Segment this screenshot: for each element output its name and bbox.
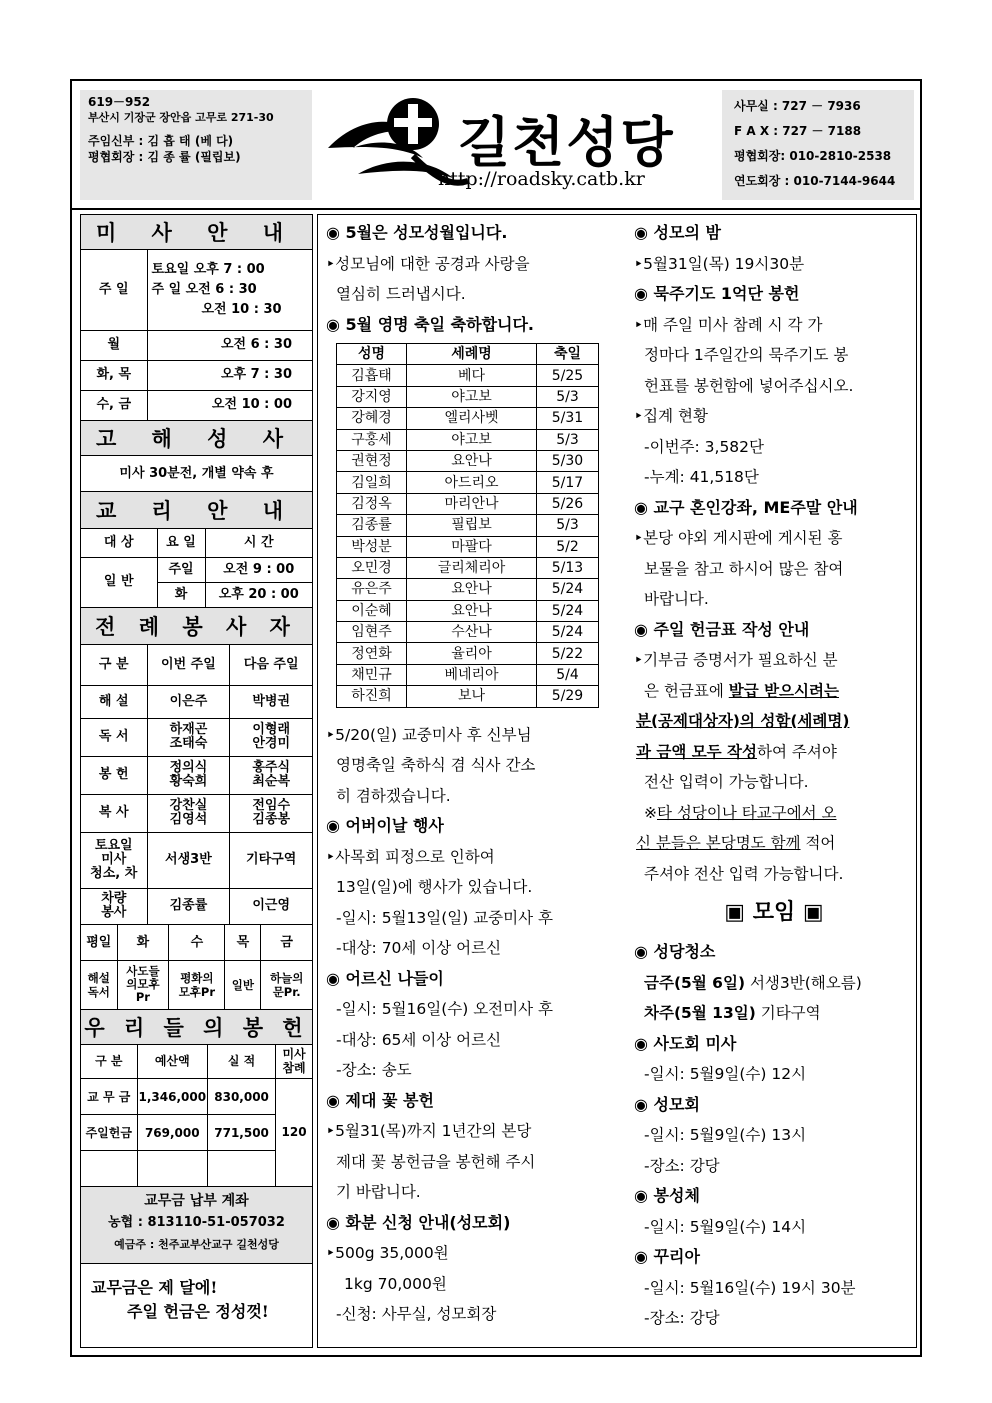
meetings-title: ▣ 모임 ▣ (724, 900, 824, 925)
off-head: 예산액 (137, 1045, 208, 1079)
srv-next: 이형래 안경미 (230, 718, 312, 756)
feast-row (337, 579, 599, 600)
clean-week: 금주(5월 6일) (644, 973, 746, 992)
wk-cell: 일반 (225, 961, 261, 1009)
mass-mon-label: 월 (81, 330, 147, 360)
communion-text: -일시: 5월9일(수) 14시 (644, 1217, 807, 1236)
parents-text: 13일(일)에 행사가 있습니다. (336, 878, 533, 897)
feast-baptismal: 보나 (407, 686, 537, 707)
feast-name: 김흡태 (337, 365, 407, 386)
off-actual: 830,000 (208, 1079, 276, 1115)
outing-text: -대상: 65세 이상 어르신 (336, 1030, 502, 1049)
cat-group: 일 반 (81, 557, 157, 607)
srv-this: 서생3반 (147, 832, 230, 888)
feast-row (337, 450, 599, 471)
srv-next: 기타구역 (230, 832, 312, 888)
cat-head-time: 시 간 (205, 529, 312, 557)
communion-title: ◉ 봉성체 (634, 1186, 700, 1205)
feast-row (337, 600, 599, 621)
feast-row (337, 429, 599, 450)
account-title: 교무금 납부 계좌 (144, 1192, 249, 1209)
parents-text: -대상: 70세 이상 어르신 (336, 939, 502, 958)
feast-date: 5/24 (537, 579, 599, 600)
feast-date: 5/29 (537, 686, 599, 707)
wk-head: 화 (117, 925, 169, 961)
confession-title: 고 해 성 사 (81, 420, 312, 456)
form-emph: 발급 받으시려는 (728, 681, 839, 700)
header-divider (70, 208, 922, 210)
feast-note: ‣5/20(일) 교중미사 후 신부님 (326, 725, 532, 744)
left-column (80, 214, 313, 1348)
feast-row (337, 622, 599, 643)
catechism-table (81, 529, 312, 607)
servers-table (81, 645, 312, 924)
motto-line: 교무금은 제 달에! (91, 1277, 218, 1297)
flower-text: ‣5월31(목)까지 1년간의 본당 (326, 1122, 532, 1141)
feast-name: 김일희 (337, 472, 407, 493)
outing-text: -일시: 5월16일(수) 오전미사 후 (336, 1000, 554, 1019)
mass-sun-time2: 오전 10 : 30 (201, 301, 282, 317)
cat-time-2: 오후 20 : 00 (205, 582, 312, 607)
weekday-table (81, 924, 312, 1009)
confession-text: 미사 30분전, 개별 약속 후 (81, 456, 312, 492)
rosary-text: 정마다 1주일간의 묵주기도 봉 (644, 346, 849, 364)
feast-baptismal: 엘리사벳 (407, 408, 537, 429)
feast-date: 5/24 (537, 622, 599, 643)
feast-name: 채민규 (337, 664, 407, 685)
feast-row (337, 493, 599, 514)
form-text: 은 헌금표에 (644, 681, 729, 700)
mass-attendance: 120 (276, 1079, 312, 1186)
srv-this: 정의식 황숙희 (147, 756, 230, 794)
me-title: ◉ 교구 혼인강좌, ME주말 안내 (634, 497, 858, 517)
account-box (81, 1186, 312, 1264)
feast-date: 5/4 (537, 664, 599, 685)
church-name: 길천성당 (458, 111, 675, 174)
feast-name: 강지영 (337, 386, 407, 407)
clean-week: 차주(5월 13일) (644, 1004, 756, 1022)
feast-head: 세례명 (407, 344, 537, 365)
cat-day-2: 화 (157, 582, 205, 607)
feast-name: 유은주 (337, 579, 407, 600)
feast-baptismal: 필립보 (407, 515, 537, 536)
me-text: 보물을 참고 하시어 많은 참여 (644, 559, 844, 578)
feast-row (337, 686, 599, 707)
feast-row (337, 472, 599, 493)
feast-baptismal: 요안나 (407, 600, 537, 621)
feast-date: 5/22 (537, 643, 599, 664)
feast-date: 5/31 (537, 408, 599, 429)
postcode: 619－952 (88, 95, 151, 109)
curia-title: ◉ 꾸리아 (634, 1247, 700, 1266)
cat-day-1: 주일 (157, 557, 205, 582)
feast-row (337, 536, 599, 557)
cat-time-1: 오전 9 : 00 (205, 557, 312, 582)
rosary-text: ‣매 주일 미사 참례 시 각 가 (634, 315, 823, 334)
mass-title: 미 사 안 내 (81, 215, 312, 250)
column-2 (326, 218, 616, 1330)
rosary-text: -누계: 41,518단 (644, 468, 759, 486)
church-logo (318, 86, 718, 204)
mass-wf-time: 오전 10 : 00 (147, 390, 312, 420)
srv-next: 홍주식 최순복 (230, 756, 312, 794)
feast-name: 박성분 (337, 536, 407, 557)
srv-head-role: 구 분 (81, 645, 147, 685)
servers-title: 전 례 봉 사 자 (81, 607, 312, 645)
feast-date: 5/30 (537, 450, 599, 471)
form-text: 하여 주셔야 (757, 742, 837, 761)
srv-this: 하재곤 조태숙 (147, 718, 230, 756)
cat-head-day: 요 일 (157, 529, 205, 557)
curia-text: -장소: 강당 (644, 1309, 720, 1327)
feast-date: 5/13 (537, 557, 599, 578)
feast-date: 5/26 (537, 493, 599, 514)
feast-date: 5/24 (537, 600, 599, 621)
off-budget: 1,346,000 (137, 1079, 208, 1115)
mass-mon-time: 오전 6 : 30 (147, 330, 312, 360)
mass-wf-label: 수, 금 (81, 390, 147, 420)
srv-head-next: 다음 주일 (230, 645, 312, 685)
feast-name: 오민경 (337, 557, 407, 578)
feast-row (337, 557, 599, 578)
me-text: 바랍니다. (644, 590, 709, 608)
contact-box (722, 90, 914, 200)
may-text: 열심히 드러냅시다. (336, 285, 466, 303)
srv-next: 전임수 김종봉 (230, 794, 312, 832)
srv-head-this: 이번 주일 (147, 645, 230, 685)
feast-name: 정연화 (337, 643, 407, 664)
wk-cell: 평화의 모후Pr (169, 961, 225, 1009)
office-phone: 사무실 : 727 － 7936 (734, 99, 861, 113)
website-url[interactable]: http://roadsky.catb.kr (438, 168, 645, 190)
feast-row (337, 643, 599, 664)
off-label: 교 무 금 (81, 1079, 137, 1115)
account-number: 농협 : 813110-51-057032 (108, 1214, 285, 1230)
feast-baptismal: 수산나 (407, 622, 537, 643)
wk-head: 수 (169, 925, 225, 961)
wk-head: 금 (261, 925, 312, 961)
form-emph: 신 분들은 본당명도 함께 (636, 834, 801, 852)
may-text: ‣성모님에 대한 공경과 사랑을 (326, 254, 530, 273)
pot-title: ◉ 화분 신청 안내(성모회) (326, 1212, 511, 1232)
council-phone: 평협회장: 010-2810-2538 (734, 149, 892, 163)
srv-role: 복 사 (81, 794, 147, 832)
apostle-title: ◉ 사도회 미사 (634, 1033, 737, 1053)
pastor-name: 주임신부 : 김 흡 태 (베 다) (88, 134, 234, 148)
column-3 (634, 218, 914, 1334)
flower-text: 제대 꽃 봉헌금을 봉헌해 주시 (336, 1152, 536, 1171)
flower-text: 기 바랍니다. (336, 1183, 421, 1202)
feast-baptismal: 마팔다 (407, 536, 537, 557)
srv-this: 이은주 (147, 685, 230, 718)
mass-sat-time: 토요일 오후 7 : 00 (151, 261, 265, 277)
night-title: ◉ 성모의 밤 (634, 223, 721, 242)
form-text: ※ (644, 803, 657, 822)
curia-text: -일시: 5월16일(수) 19시 30분 (644, 1278, 856, 1297)
mass-tt-time: 오후 7 : 30 (147, 360, 312, 390)
wk-cell: 하늘의 문Pr. (261, 961, 312, 1009)
feast-row (337, 386, 599, 407)
feast-baptismal: 요안나 (407, 450, 537, 471)
feast-name: 김정옥 (337, 493, 407, 514)
wk-cell: 해설 독서 (81, 961, 117, 1009)
clean-title: ◉ 성당청소 (634, 942, 716, 961)
form-emph: 타 성당이나 타교구에서 오 (657, 803, 837, 822)
fax-number: F A X : 727 － 7188 (734, 124, 862, 138)
apostle-text: -일시: 5월9일(수) 12시 (644, 1065, 807, 1083)
off-actual: 771,500 (208, 1115, 276, 1151)
srv-role: 독 서 (81, 718, 147, 756)
form-emph: 과 금액 모두 작성 (636, 742, 758, 761)
feast-row (337, 515, 599, 536)
feast-name: 권현정 (337, 450, 407, 471)
feast-table (336, 343, 599, 708)
feast-baptismal: 요안나 (407, 579, 537, 600)
feast-head: 축일 (537, 344, 599, 365)
pot-text: ‣500g 35,000원 (326, 1244, 449, 1263)
feast-note: 히 겸하겠습니다. (336, 786, 451, 805)
feast-name: 강혜경 (337, 408, 407, 429)
off-label: 주일헌금 (81, 1115, 137, 1151)
feast-date: 5/17 (537, 472, 599, 493)
feast-baptismal: 베다 (407, 365, 537, 386)
outing-title: ◉ 어르신 나들이 (326, 968, 444, 988)
mother-text: -일시: 5월9일(수) 13시 (644, 1126, 807, 1144)
pot-text: 1kg 70,000원 (344, 1274, 447, 1293)
mass-table (81, 250, 312, 420)
rosary-text: 헌표를 봉헌함에 넣어주십시오. (644, 376, 854, 395)
feast-date: 5/3 (537, 386, 599, 407)
wk-head: 평일 (81, 925, 117, 961)
feast-baptismal: 글리체리아 (407, 557, 537, 578)
form-text: 적어 (800, 834, 836, 852)
srv-role: 차량 봉사 (81, 888, 147, 924)
form-emph: 분(공제대상자)의 성함(세례명) (636, 712, 850, 730)
form-title: ◉ 주일 헌금표 작성 안내 (634, 619, 810, 639)
feast-name: 이순혜 (337, 600, 407, 621)
feast-date: 5/2 (537, 536, 599, 557)
offering-table (81, 1045, 312, 1186)
rosary-text: ‣집계 현황 (634, 407, 708, 425)
account-holder: 예금주 : 천주교부산교구 길천성당 (114, 1237, 279, 1251)
catechism-title: 교 리 안 내 (81, 492, 312, 529)
off-budget: 769,000 (137, 1115, 208, 1151)
form-text: 전산 입력이 가능합니다. (644, 773, 809, 791)
srv-role: 토요일 미사 청소, 차 (81, 832, 147, 888)
flower-title: ◉ 제대 꽃 봉헌 (326, 1090, 434, 1110)
feast-title: ◉ 5월 영명 축일 축하합니다. (326, 314, 535, 334)
may-title: ◉ 5월은 성모성월입니다. (326, 223, 508, 242)
form-text: ‣기부금 증명서가 필요하신 분 (634, 651, 838, 669)
feast-date: 5/3 (537, 515, 599, 536)
feast-row (337, 365, 599, 386)
off-head: 실 적 (208, 1045, 276, 1079)
srv-next: 박병권 (230, 685, 312, 718)
srv-role: 봉 헌 (81, 756, 147, 794)
feast-name: 하진희 (337, 686, 407, 707)
feast-baptismal: 야고보 (407, 429, 537, 450)
mass-sun-time1: 주 일 오전 6 : 30 (151, 281, 257, 297)
mother-title: ◉ 성모회 (634, 1094, 700, 1114)
pot-text: -신청: 사무실, 성모회장 (336, 1305, 497, 1324)
srv-next: 이근영 (230, 888, 312, 924)
rosary-text: -이번주: 3,582단 (644, 437, 765, 456)
offering-title: 우 리 들 의 봉 헌 (81, 1009, 312, 1045)
rosary-title: ◉ 묵주기도 1억단 봉헌 (634, 284, 800, 303)
funeral-phone: 연도회장 : 010-7144-9644 (734, 174, 896, 188)
feast-row (337, 408, 599, 429)
feast-name: 구홍세 (337, 429, 407, 450)
off-head: 구 분 (81, 1045, 137, 1079)
feast-date: 5/25 (537, 365, 599, 386)
feast-baptismal: 마리안나 (407, 493, 537, 514)
clean-group: 서생3반(해오름) (745, 973, 862, 992)
wk-head: 목 (225, 925, 261, 961)
feast-note: 영명축일 축하식 겸 식사 간소 (336, 756, 536, 775)
feast-row (337, 664, 599, 685)
parents-text: -일시: 5월13일(일) 교중미사 후 (336, 908, 554, 927)
outing-text: -장소: 송도 (336, 1061, 412, 1080)
cat-head-target: 대 상 (81, 529, 157, 557)
parents-text: ‣사목회 피정으로 인하여 (326, 847, 495, 866)
feast-baptismal: 아드리오 (407, 472, 537, 493)
address-box (80, 90, 312, 200)
feast-date: 5/3 (537, 429, 599, 450)
parents-title: ◉ 어버이날 행사 (326, 816, 444, 836)
feast-baptismal: 율리아 (407, 643, 537, 664)
mother-text: -장소: 강당 (644, 1156, 720, 1175)
clean-group: 기타구역 (755, 1004, 821, 1022)
council-president: 평협회장 : 김 종 률 (필립보) (88, 150, 241, 164)
off-head: 미사 참례 (276, 1045, 312, 1079)
feast-name: 임현주 (337, 622, 407, 643)
srv-this: 김종률 (147, 888, 230, 924)
night-text: ‣5월31일(목) 19시30분 (634, 254, 805, 273)
feast-baptismal: 야고보 (407, 386, 537, 407)
feast-name: 김종률 (337, 515, 407, 536)
srv-role: 해 설 (81, 685, 147, 718)
form-text: 주셔야 전산 입력 가능합니다. (644, 864, 844, 883)
motto (81, 1264, 312, 1324)
wk-cell: 사도들 의모후 Pr (117, 961, 169, 1009)
feast-head: 성명 (337, 344, 407, 365)
street-address: 부산시 기장군 장안읍 고무로 271-30 (88, 111, 274, 124)
mass-tt-label: 화, 목 (81, 360, 147, 390)
feast-baptismal: 베네리아 (407, 664, 537, 685)
me-text: ‣본당 야외 게시판에 게시된 홍 (634, 529, 843, 547)
srv-this: 강찬실 김영석 (147, 794, 230, 832)
mass-sunday-label: 주 일 (81, 250, 147, 330)
motto-line: 주일 헌금은 정성껏! (127, 1301, 269, 1321)
